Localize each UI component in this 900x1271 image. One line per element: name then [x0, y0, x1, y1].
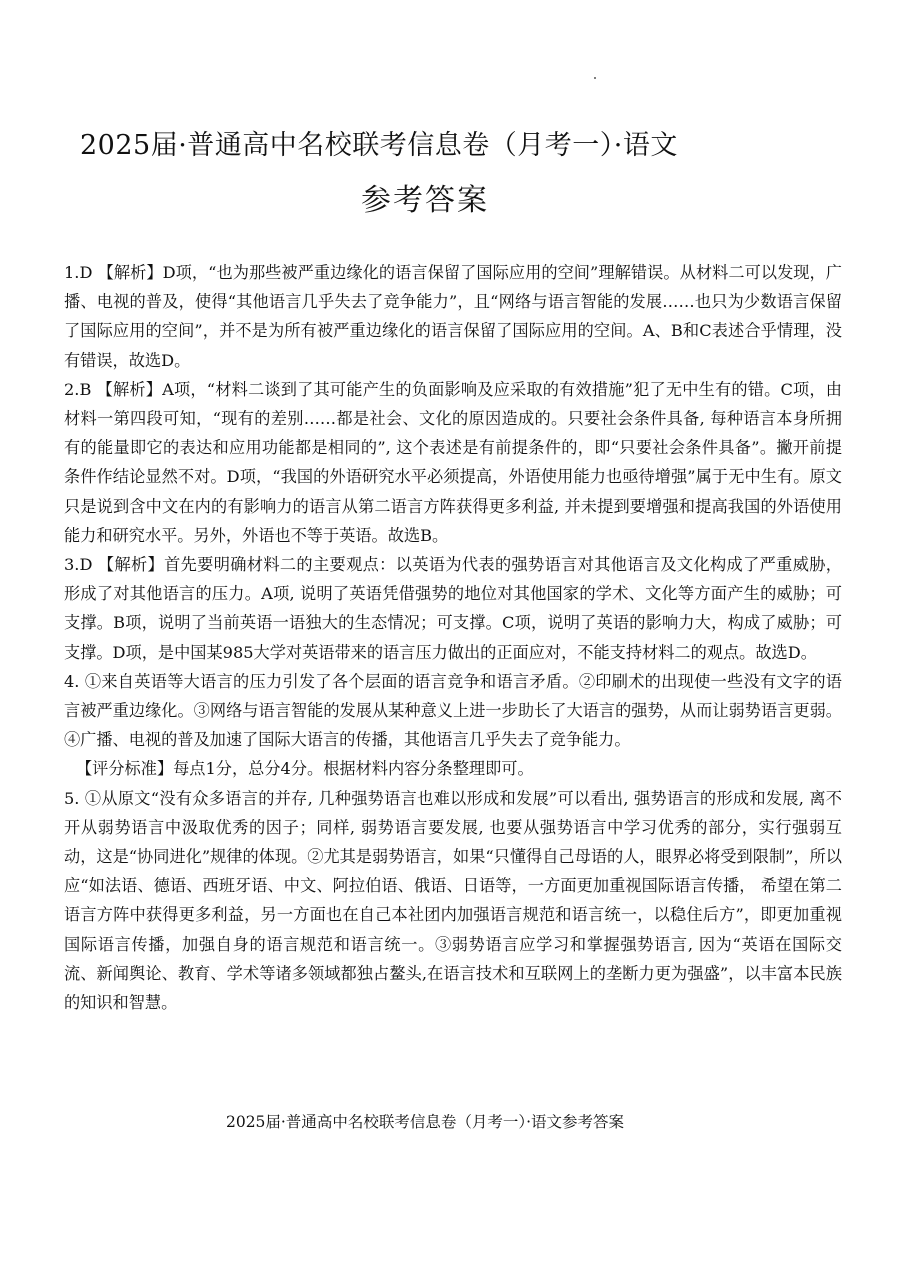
answer-item-5: 5. ①从原文“没有众多语言的并存, 几种强势语言也难以形成和发展”可以看出, 强势语言的形成和发展, 离不开从弱势语言中汲取优秀的因子；同样, 弱势语言要发展, 也要从强势语言中学习优秀的部分，实行强弱互动，这是“协同进化”规律的体现。②尤其是弱势语言，如果“只懂得自己母语的人，眼界必将受到限制”，所以应“如法语、德语、西班牙语、中文、阿拉伯语、俄语、日语等，一方面更加重视国际语言传播， 希望在第二语言方阵中获得更多利益，另一方面也在自己本社团内加强语言规范和语言统一，以稳住后方”，即更加重视国际语言传播，加强自身的语言规范和语言统一。③弱势语言应学习和掌握强势语言, 因为“英语在国际交流、新闻舆论、教育、学术等诸多领域都独占鳌头,在语言技术和互联网上的垄断力更为强盛”，以丰富本民族的知识和智慧。: [64, 788, 842, 1013]
answer-body: [64, 258, 842, 1017]
scan-dot: [594, 77, 596, 79]
page-footer: 2025届·普通高中名校联考信息卷（月考一）·语文参考答案: [225, 1113, 625, 1131]
scoring-criteria: 【评分标准】每点1分，总分4分。根据材料内容分条整理即可。: [76, 759, 534, 779]
page-subtitle: 参考答案: [361, 183, 489, 218]
answer-item-1: 1.D 【解析】D项，“也为那些被严重边缘化的语言保留了国际应用的空间”理解错误。从材料二可以发现，广播、电视的普及，使得“其他语言几乎失去了竞争能力”，且“网络与语言智能的发展……也只为少数语言保留了国际应用的空间”，并不是为所有被严重边缘化的语言保留了国际应用的空间。A、B和C表述合乎情理，没有错误，故选D。: [64, 263, 842, 370]
answer-item-2: 2.B 【解析】A项，“材料二谈到了其可能产生的负面影响及应采取的有效措施”犯了无中生有的错。C项，由材料一第四段可知，“现有的差别……都是社会、文化的原因造成的。只要社会条件具备, 每种语言本身所拥有的能量即它的表达和应用功能都是相同的”, 这个表述是有前提条件的，即“只要社会条件具备”。撇开前提条件作结论显然不对。D项，“我国的外语研究水平必须提高，外语使用能力也亟待增强”属于无中生有。原文只是说到含中文在内的有影响力的语言从第二语言方阵获得更多利益, 并未提到要增强和提高我国的外语使用能力和研究水平。另外，外语也不等于英语。故选B。: [64, 379, 842, 545]
page-title: 2025届·普通高中名校联考信息卷（月考一）·语文: [80, 130, 678, 161]
answer-item-3: 3.D 【解析】首先要明确材料二的主要观点：以英语为代表的强势语言对其他语言及文化构成了严重威胁，形成了对其他语言的压力。A项, 说明了英语凭借强势的地位对其他国家的学术、文化等方面产生的威胁；可支撑。B项，说明了当前英语一语独大的生态情况；可支撑。C项，说明了英语的影响力大，构成了威胁；可支撑。D项，是中国某985大学对英语带来的语言压力做出的正面应对，不能支持材料二的观点。故选D。: [64, 555, 842, 662]
answer-item-4: 4. ①来自英语等大语言的压力引发了各个层面的语言竞争和语言矛盾。②印刷术的出现使一些没有文字的语言被严重边缘化。③网络与语言智能的发展从某种意义上进一步助长了大语言的强势，从而让弱势语言更弱。④广播、电视的普及加速了国际大语言的传播，其他语言几乎失去了竞争能力。: [64, 671, 842, 750]
